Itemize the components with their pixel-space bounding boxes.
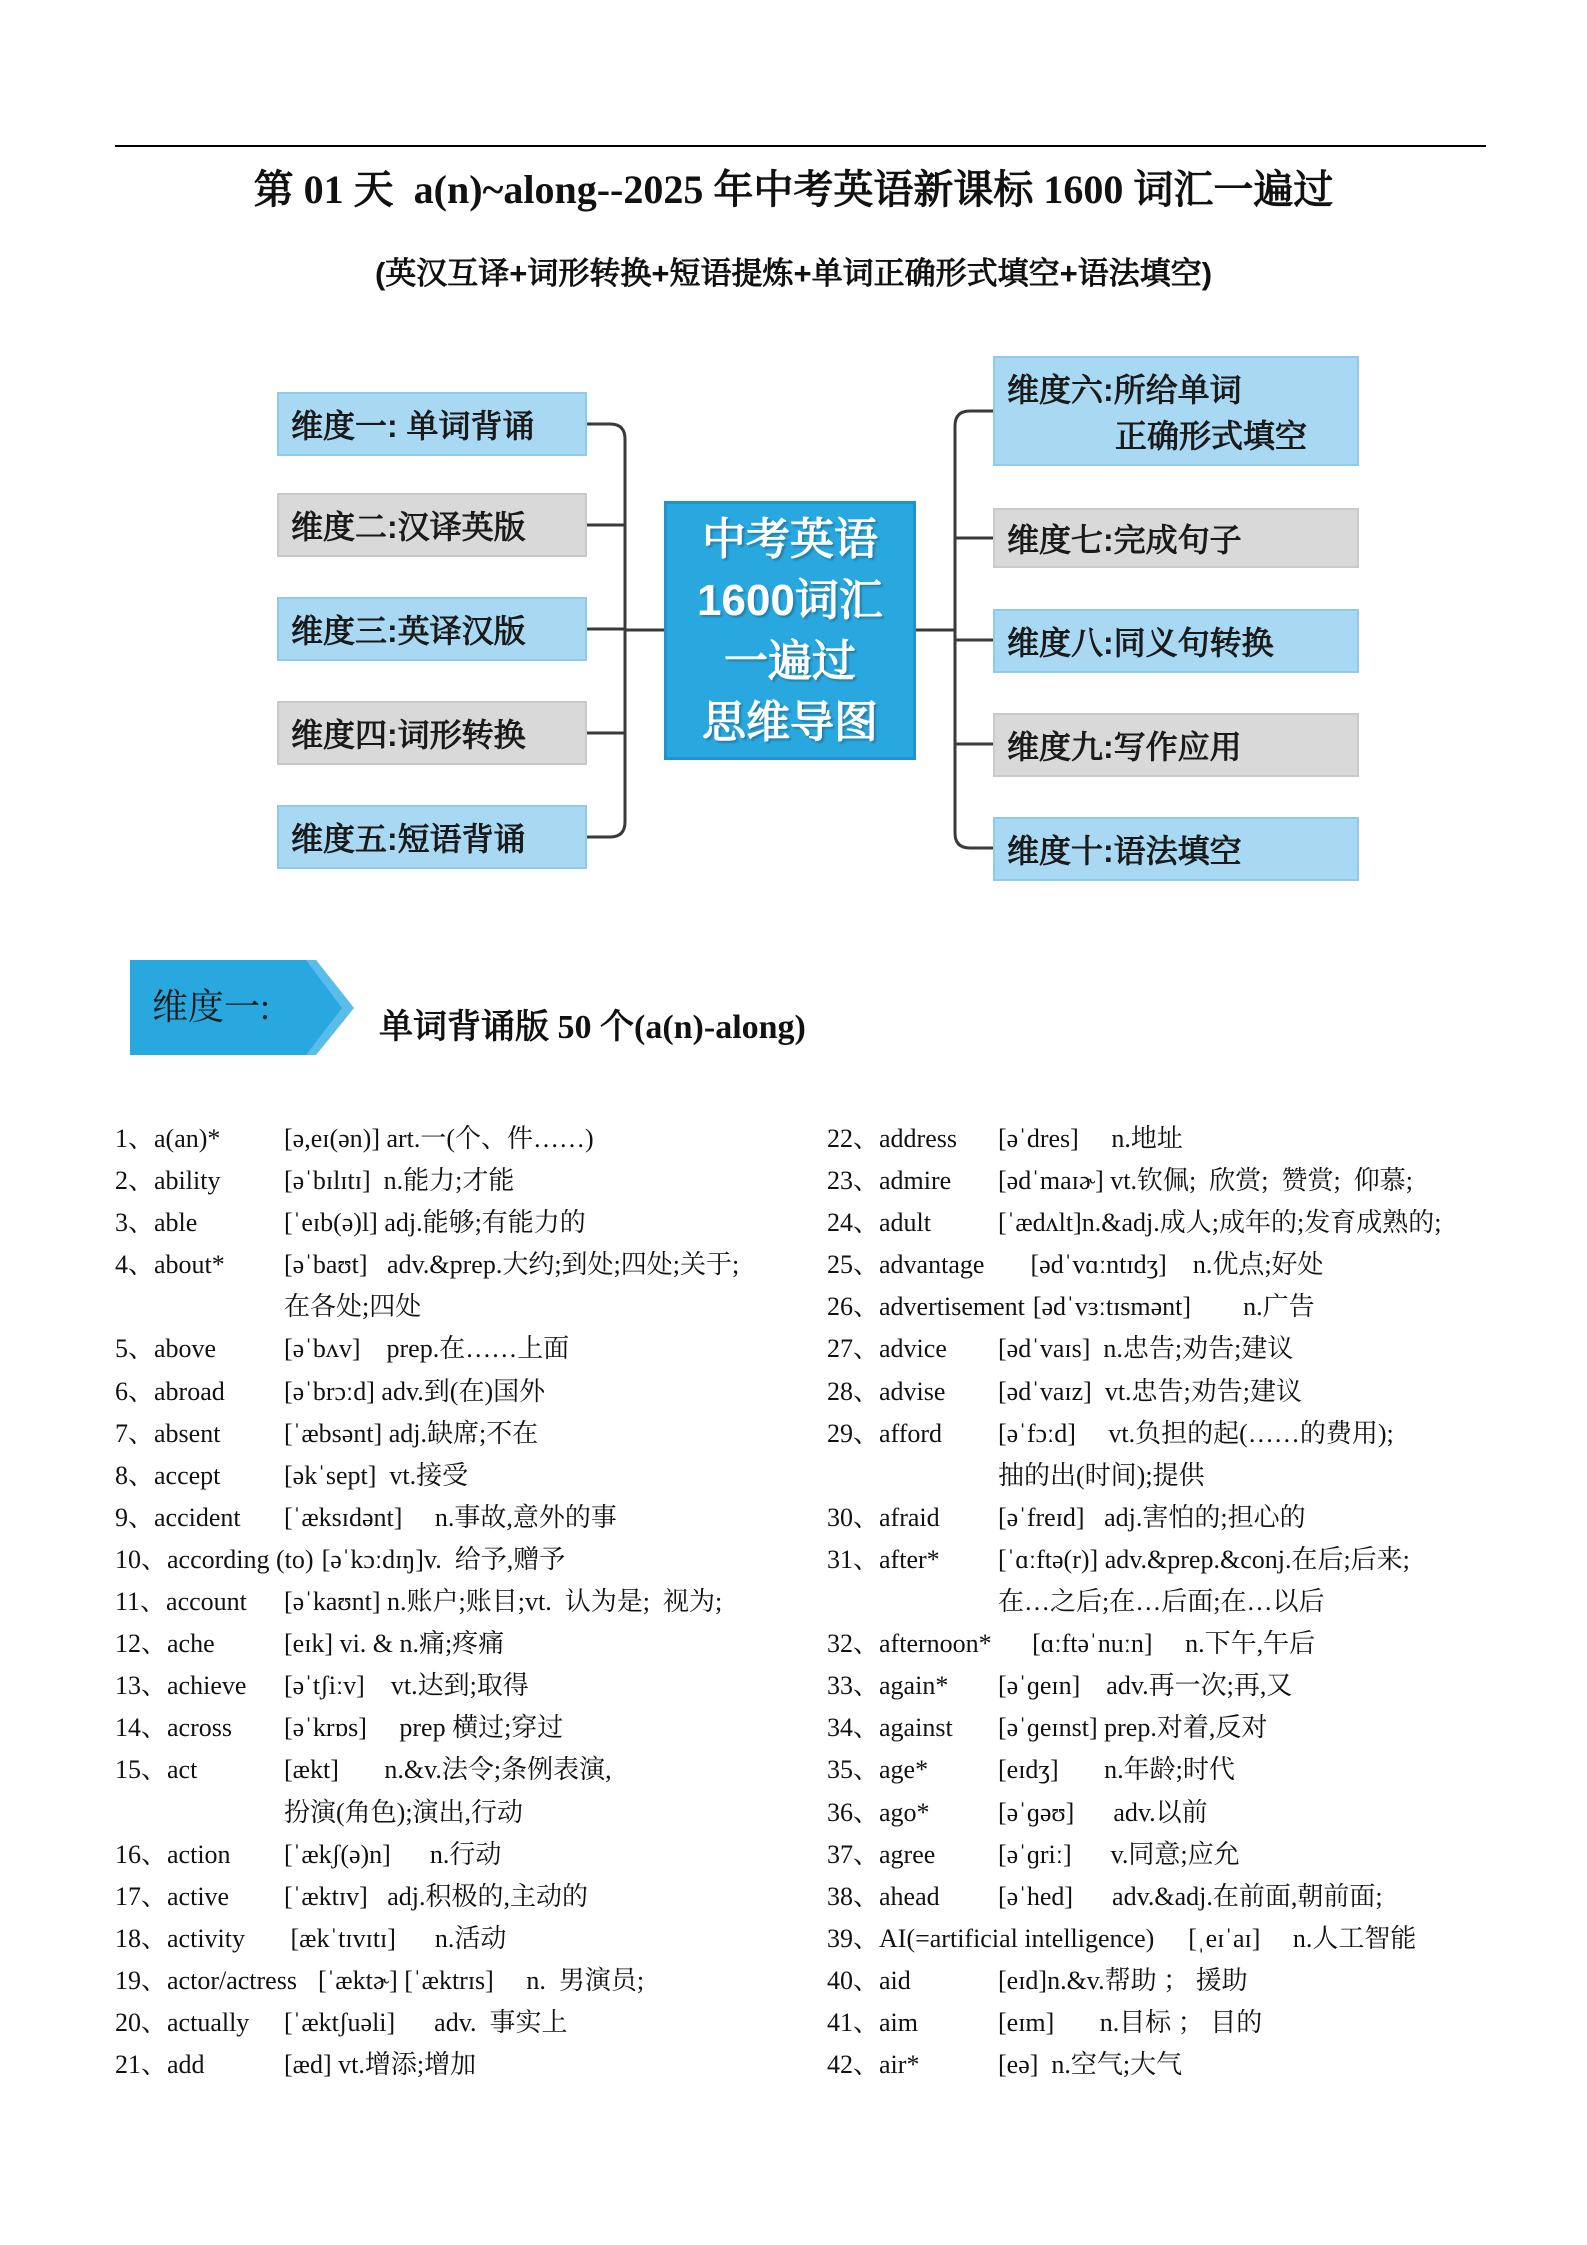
section-title: 单词背诵版 50 个(a(n)-along) xyxy=(379,1009,806,1046)
word-entry xyxy=(115,1328,805,1370)
entry-word: add xyxy=(167,2050,205,2080)
entry-head xyxy=(115,1413,276,1455)
entry-word: again* xyxy=(879,1671,949,1701)
word-entry xyxy=(827,1707,1547,1749)
entry-number: 9、 xyxy=(115,1502,155,1532)
entry-word: above xyxy=(154,1334,217,1364)
mindmap-node-3 xyxy=(277,597,587,661)
entry-phonetic-definition: [əˈfreɪd] adj.害怕的;担心的 xyxy=(998,1502,1306,1532)
entry-number: 41、 xyxy=(827,2007,880,2037)
entry-head xyxy=(827,1749,990,1791)
entry-word: agree xyxy=(879,1839,936,1869)
entry-head xyxy=(827,1623,992,1665)
word-entry xyxy=(115,1160,805,1202)
entry-word: abroad xyxy=(154,1376,225,1406)
word-entry xyxy=(115,1371,805,1413)
entry-number: 6、 xyxy=(115,1376,155,1406)
entry-head xyxy=(827,1286,1025,1328)
entry-word: afternoon* xyxy=(879,1629,992,1659)
entry-head xyxy=(115,1749,276,1791)
entry-number: 5、 xyxy=(115,1334,155,1364)
entry-word: AI(=artificial intelligence) xyxy=(879,1923,1155,1953)
word-entry xyxy=(115,1244,805,1286)
entry-word: aim xyxy=(879,2007,919,2037)
entry-number: 3、 xyxy=(115,1208,155,1238)
entry-phonetic-definition: [ˈæktɚ] [ˈæktrɪs] n. 男演员; xyxy=(304,1965,645,1995)
word-entry xyxy=(115,1202,805,1244)
entry-phonetic-definition: [ədˈvɜːtɪsmənt] n.广告 xyxy=(1032,1292,1315,1322)
entry-number: 28、 xyxy=(827,1376,880,1406)
entry-phonetic-definition: [ədˈvaɪz] vt.忠告;劝告;建议 xyxy=(998,1376,1302,1406)
entry-head xyxy=(827,2044,990,2086)
entry-head xyxy=(115,1918,276,1960)
entry-phonetic-definition: [ədˈvɑːntɪdʒ] n.优点;好处 xyxy=(998,1250,1324,1280)
word-column-left xyxy=(115,1118,805,2086)
word-entry xyxy=(827,1160,1547,1202)
entry-head xyxy=(115,1581,276,1623)
mindmap-node-5 xyxy=(277,805,587,869)
entry-phonetic-definition: [ədˈvaɪs] n.忠告;劝告;建议 xyxy=(998,1334,1294,1364)
entry-word: action xyxy=(167,1839,231,1869)
entry-phonetic-definition: [eɪm] n.目标 ； 目的 xyxy=(998,2007,1263,2037)
entry-head xyxy=(827,1960,990,2002)
entry-phonetic-definition: [əˈkɔːdɪŋ]v. 给予,赠予 xyxy=(321,1544,566,1574)
word-entry xyxy=(827,1286,1547,1328)
entry-number: 39、 xyxy=(827,1923,880,1953)
mindmap-node-9 xyxy=(993,713,1359,777)
entry-word: ago* xyxy=(879,1797,930,1827)
entry-head xyxy=(827,1118,990,1160)
entry-phonetic-definition: [əˈhed] adv.&adj.在前面,朝前面; xyxy=(998,1881,1383,1911)
entry-head xyxy=(827,1876,990,1918)
entry-phonetic-definition: [eɪd]n.&v.帮助 ； 援助 xyxy=(998,1965,1248,1995)
entry-head xyxy=(115,1539,314,1581)
entry-head xyxy=(115,1160,276,1202)
word-entry xyxy=(827,1918,1547,1960)
entry-number: 22、 xyxy=(827,1124,880,1153)
entry-word: ache xyxy=(167,1629,215,1659)
entry-phonetic-definition: [əˈbʌv] prep.在……上面 xyxy=(284,1334,570,1364)
word-entry xyxy=(827,1413,1547,1455)
entry-word: air* xyxy=(879,2050,920,2080)
entry-head xyxy=(115,2044,276,2086)
entry-number: 34、 xyxy=(827,1713,880,1743)
word-entry xyxy=(827,1960,1547,2002)
entry-number: 38、 xyxy=(827,1881,880,1911)
entry-number: 29、 xyxy=(827,1418,880,1448)
entry-word: actually xyxy=(167,2007,250,2037)
entry-head xyxy=(827,1665,990,1707)
entry-phonetic-definition: [əˈkrɒs] prep 横过;穿过 xyxy=(284,1713,564,1743)
entry-head xyxy=(115,1118,276,1160)
entry-phonetic-definition: [ɑːftəˈnuːn] n.下午,午后 xyxy=(999,1629,1316,1659)
entry-head xyxy=(115,1876,276,1918)
entry-number: 25、 xyxy=(827,1250,880,1280)
entry-number: 8、 xyxy=(115,1460,155,1490)
entry-word: achieve xyxy=(167,1671,247,1701)
entry-number: 10、 xyxy=(115,1544,168,1574)
word-entry xyxy=(115,1749,805,1791)
entry-word: accept xyxy=(154,1460,221,1490)
center-line-1: 中考英语 xyxy=(702,514,878,564)
mindmap-node-4 xyxy=(277,701,587,765)
word-entry xyxy=(115,1413,805,1455)
entry-word: advice xyxy=(879,1334,947,1364)
word-entry xyxy=(827,1244,1547,1286)
word-entry xyxy=(827,2044,1547,2086)
mindmap-node-label: 维度十:语法填空 xyxy=(1007,833,1242,869)
entry-word: absent xyxy=(154,1418,221,1448)
entry-number: 24、 xyxy=(827,1208,880,1238)
word-entry-continued xyxy=(827,1455,1547,1497)
mindmap-node-1 xyxy=(277,392,587,456)
word-entry xyxy=(115,1539,805,1581)
entry-phonetic-definition: [ˌeɪˈaɪ] n.人工智能 xyxy=(1162,1923,1417,1953)
entry-head xyxy=(827,1413,990,1455)
entry-phonetic-definition: [əˈbrɔːd] adv.到(在)国外 xyxy=(284,1376,546,1406)
mindmap-node-6 xyxy=(993,356,1359,466)
word-entry xyxy=(827,2002,1547,2044)
word-entry xyxy=(115,1455,805,1497)
entry-word: able xyxy=(154,1208,198,1238)
entry-definition-continued: 抽的出(时间);提供 xyxy=(998,1460,1205,1490)
mindmap-node-7 xyxy=(993,508,1359,568)
mindmap-center-node xyxy=(664,501,916,760)
entry-head xyxy=(827,1160,990,1202)
entry-phonetic-definition: [ˈeɪb(ə)l] adj.能够;有能力的 xyxy=(284,1208,586,1238)
word-entry xyxy=(115,2044,805,2086)
mindmap-node-10 xyxy=(993,817,1359,881)
word-entry xyxy=(115,1834,805,1876)
entry-head xyxy=(115,2002,276,2044)
entry-word: adult xyxy=(879,1208,932,1238)
entry-number: 21、 xyxy=(115,2050,168,2080)
entry-phonetic-definition: [eə] n.空气;大气 xyxy=(998,2050,1183,2080)
center-line-4: 思维导图 xyxy=(702,697,878,747)
entry-word: after* xyxy=(879,1544,940,1574)
word-entry xyxy=(827,1371,1547,1413)
entry-word: across xyxy=(167,1713,232,1743)
entry-word: advertisement xyxy=(879,1292,1025,1322)
center-line-2: 1600词汇 xyxy=(697,575,883,625)
entry-head xyxy=(115,1707,276,1749)
entry-phonetic-definition: [ˈæktɪv] adj.积极的,主动的 xyxy=(284,1881,589,1911)
entry-head xyxy=(827,1202,990,1244)
word-entry xyxy=(827,1665,1547,1707)
mindmap-node-label: 维度六:所给单词 xyxy=(1007,372,1242,408)
word-entry-continued xyxy=(115,1792,805,1834)
entry-word: ahead xyxy=(879,1881,940,1911)
entry-phonetic-definition: [ədˈmaɪɚ] vt.钦佩; 欣赏; 赞赏; 仰慕; xyxy=(998,1166,1413,1196)
entry-number: 17、 xyxy=(115,1881,168,1911)
entry-phonetic-definition: [ækˈtɪvɪtɪ] n.活动 xyxy=(284,1923,507,1953)
word-entry xyxy=(827,1497,1547,1539)
mindmap-node-label-line2: 正确形式填空 xyxy=(1115,418,1308,454)
entry-head xyxy=(827,1371,990,1413)
entry-number: 11、 xyxy=(115,1587,167,1617)
entry-number: 26、 xyxy=(827,1292,880,1322)
entry-word: admire xyxy=(879,1166,952,1196)
entry-word: afraid xyxy=(879,1502,940,1532)
entry-head xyxy=(827,2002,990,2044)
entry-number: 42、 xyxy=(827,2050,880,2080)
word-entry xyxy=(827,1876,1547,1918)
entry-number: 36、 xyxy=(827,1797,880,1827)
entry-phonetic-definition: [əˈɡriː] v.同意;应允 xyxy=(998,1839,1240,1869)
entry-word: against xyxy=(879,1713,953,1743)
word-entry xyxy=(827,1792,1547,1834)
word-entry xyxy=(115,1960,805,2002)
entry-phonetic-definition: [æd] vt.增添;增加 xyxy=(284,2050,477,2080)
entry-head xyxy=(115,1455,276,1497)
mindmap-node-8 xyxy=(993,609,1359,673)
mindmap-node-label: 维度八:同义句转换 xyxy=(1007,625,1274,661)
word-entry xyxy=(827,1118,1547,1160)
entry-word: afford xyxy=(879,1418,943,1448)
entry-number: 15、 xyxy=(115,1755,168,1785)
entry-phonetic-definition: [əˈɡeɪnst] prep.对着,反对 xyxy=(998,1713,1268,1743)
entry-word: address xyxy=(879,1124,957,1153)
entry-number: 18、 xyxy=(115,1923,168,1953)
entry-word: activity xyxy=(167,1923,245,1953)
word-entry xyxy=(827,1834,1547,1876)
word-entry xyxy=(115,1707,805,1749)
entry-head xyxy=(115,1497,276,1539)
entry-phonetic-definition: [ˈædʌlt]n.&adj.成人;成年的;发育成熟的; xyxy=(998,1208,1442,1238)
mindmap-node-2 xyxy=(277,493,587,557)
word-entry xyxy=(115,1497,805,1539)
entry-phonetic-definition: [əˈɡəʊ] adv.以前 xyxy=(998,1797,1208,1827)
entry-phonetic-definition: [əˈkaʊnt] n.账户;账目;vt. 认为是; 视为; xyxy=(284,1587,723,1617)
entry-number: 27、 xyxy=(827,1334,880,1364)
entry-head xyxy=(115,1371,276,1413)
entry-phonetic-definition: [ˈæksɪdənt] n.事故,意外的事 xyxy=(284,1502,617,1532)
entry-number: 12、 xyxy=(115,1629,168,1659)
page-title: 第 01 天 a(n)~along--2025 年中考英语新课标 1600 词汇一遍过 xyxy=(253,167,1334,212)
entry-word: act xyxy=(167,1755,198,1785)
entry-phonetic-definition: [ækt] n.&v.法令;条例表演, xyxy=(284,1755,612,1785)
entry-number: 40、 xyxy=(827,1965,880,1995)
entry-definition-continued: 在…之后;在…后面;在…以后 xyxy=(998,1587,1325,1617)
entry-phonetic-definition: [eɪdʒ] n.年龄;时代 xyxy=(998,1755,1235,1785)
entry-head xyxy=(827,1707,990,1749)
mindmap-node-label: 维度四:词形转换 xyxy=(291,717,526,753)
entry-head xyxy=(115,1244,276,1286)
entry-phonetic-definition: [ˈɑːftə(r)] adv.&prep.&conj.在后;后来; xyxy=(998,1544,1410,1574)
entry-definition-continued: 扮演(角色);演出,行动 xyxy=(284,1797,524,1827)
entry-number: 37、 xyxy=(827,1839,880,1869)
entry-word: age* xyxy=(879,1755,929,1785)
entry-number: 19、 xyxy=(115,1965,168,1995)
entry-number: 4、 xyxy=(115,1250,155,1280)
entry-phonetic-definition: [ə,eɪ(ən)] art.一(个、件……) xyxy=(284,1124,594,1153)
word-entry-continued xyxy=(115,1286,805,1328)
section-badge-label: 维度一: xyxy=(152,987,271,1027)
mindmap-node-label: 维度三:英译汉版 xyxy=(291,613,526,649)
entry-number: 31、 xyxy=(827,1544,880,1574)
word-entry-continued xyxy=(827,1581,1547,1623)
entry-phonetic-definition: [ˈæktʃuəli] adv. 事实上 xyxy=(284,2007,568,2037)
entry-word: according (to) xyxy=(167,1544,314,1574)
center-line-3: 一遍过 xyxy=(724,636,856,686)
entry-head xyxy=(827,1539,990,1581)
word-entry xyxy=(827,1202,1547,1244)
entry-head xyxy=(115,1960,297,2002)
entry-phonetic-definition: [əˈfɔːd] vt.负担的起(……的费用); xyxy=(998,1418,1394,1448)
entry-word: account xyxy=(166,1587,247,1617)
entry-word: accident xyxy=(154,1502,241,1532)
entry-word: about* xyxy=(154,1250,225,1280)
entry-phonetic-definition: [əˈtʃiːv] vt.达到;取得 xyxy=(284,1671,529,1701)
entry-number: 30、 xyxy=(827,1502,880,1532)
entry-head xyxy=(115,1623,276,1665)
entry-number: 2、 xyxy=(115,1166,155,1196)
entry-phonetic-definition: [eɪk] vi. & n.痛;疼痛 xyxy=(284,1629,505,1659)
entry-phonetic-definition: [əˈdres] n.地址 xyxy=(998,1124,1183,1153)
entry-number: 32、 xyxy=(827,1629,880,1659)
entry-head xyxy=(827,1792,990,1834)
word-column-right xyxy=(827,1118,1547,2086)
entry-head xyxy=(827,1918,1154,1960)
entry-word: ability xyxy=(154,1166,221,1196)
entry-word: advantage xyxy=(879,1250,985,1280)
word-entry xyxy=(827,1328,1547,1370)
word-entry xyxy=(115,1876,805,1918)
mindmap-node-label: 维度二:汉译英版 xyxy=(291,509,526,545)
entry-number: 33、 xyxy=(827,1671,880,1701)
word-entry xyxy=(115,1665,805,1707)
mindmap-node-label: 维度五:短语背诵 xyxy=(291,821,526,857)
word-entry xyxy=(827,1749,1547,1791)
entry-number: 20、 xyxy=(115,2007,168,2037)
entry-word: actor/actress xyxy=(167,1965,297,1995)
entry-head xyxy=(827,1834,990,1876)
mindmap-node-label: 维度九:写作应用 xyxy=(1007,729,1242,765)
word-entry xyxy=(115,2002,805,2044)
entry-definition-continued: 在各处;四处 xyxy=(284,1292,422,1322)
entry-phonetic-definition: [əˈbaʊt] adv.&prep.大约;到处;四处;关于; xyxy=(284,1250,740,1280)
entry-word: a(an)* xyxy=(154,1124,221,1153)
entry-number: 1、 xyxy=(115,1124,155,1153)
entry-phonetic-definition: [əkˈsept] vt.接受 xyxy=(284,1460,469,1490)
entry-number: 35、 xyxy=(827,1755,880,1785)
word-entry xyxy=(115,1918,805,1960)
word-entry xyxy=(827,1623,1547,1665)
entry-phonetic-definition: [ˈækʃ(ə)n] n.行动 xyxy=(284,1839,502,1869)
entry-head xyxy=(115,1328,276,1370)
entry-phonetic-definition: [əˈbɪlɪtɪ] n.能力;才能 xyxy=(284,1166,515,1196)
entry-number: 14、 xyxy=(115,1713,168,1743)
word-entry xyxy=(115,1118,805,1160)
entry-word: aid xyxy=(879,1965,911,1995)
mindmap-node-label: 维度七:完成句子 xyxy=(1007,522,1242,558)
entry-head xyxy=(115,1202,276,1244)
mindmap-node-label: 维度一: 单词背诵 xyxy=(291,408,535,444)
entry-number: 13、 xyxy=(115,1671,168,1701)
page-subtitle: (英汉互译+词形转换+短语提炼+单词正确形式填空+语法填空) xyxy=(374,256,1213,291)
entry-number: 23、 xyxy=(827,1166,880,1196)
word-entry xyxy=(115,1623,805,1665)
word-entry xyxy=(827,1539,1547,1581)
word-entry xyxy=(115,1581,805,1623)
entry-number: 7、 xyxy=(115,1418,155,1448)
entry-head xyxy=(115,1834,276,1876)
entry-head xyxy=(827,1497,990,1539)
entry-word: active xyxy=(167,1881,230,1911)
entry-phonetic-definition: [əˈɡeɪn] adv.再一次;再,又 xyxy=(998,1671,1293,1701)
entry-head xyxy=(115,1665,276,1707)
entry-word: advise xyxy=(879,1376,946,1406)
entry-number: 16、 xyxy=(115,1839,168,1869)
entry-head xyxy=(827,1244,990,1286)
entry-phonetic-definition: [ˈæbsənt] adj.缺席;不在 xyxy=(284,1418,539,1448)
entry-head xyxy=(827,1328,990,1370)
